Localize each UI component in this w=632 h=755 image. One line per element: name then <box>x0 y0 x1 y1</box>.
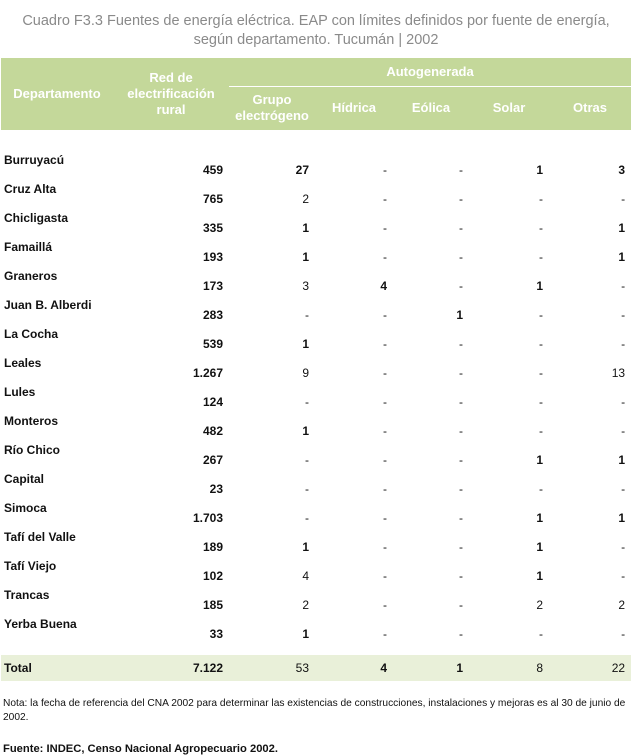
table-row <box>1 440 631 469</box>
cell-otras: - <box>621 627 626 641</box>
header-solar: Solar <box>469 86 549 130</box>
cell-solar: 1 <box>536 569 543 583</box>
header-otras: Otras <box>549 86 631 130</box>
cell-solar: - <box>539 308 543 322</box>
cell-red: 459 <box>202 163 223 177</box>
table-row <box>1 295 631 324</box>
cell-grupo: 27 <box>295 163 309 177</box>
cell-grupo: 2 <box>302 598 309 612</box>
cell-otras: - <box>621 569 626 583</box>
cell-eolica: - <box>459 598 463 612</box>
row-departamento: La Cocha <box>4 327 59 341</box>
cell-eolica: - <box>459 540 463 554</box>
row-departamento: Lules <box>4 385 36 399</box>
header-autogenerada: Autogenerada <box>229 58 631 86</box>
total-grupo: 53 <box>229 655 315 681</box>
cell-solar: - <box>539 395 543 409</box>
cell-hidrica: - <box>383 511 387 525</box>
cell-hidrica: - <box>383 424 387 438</box>
cell-solar: - <box>539 366 543 380</box>
cell-solar: - <box>539 192 543 206</box>
header-hidrica: Hídrica <box>315 86 393 130</box>
cell-red: 33 <box>209 627 223 641</box>
cell-grupo: 3 <box>302 279 309 293</box>
cell-hidrica: - <box>383 569 387 583</box>
cell-otras: - <box>621 424 626 438</box>
cell-otras: - <box>621 192 626 206</box>
table-row <box>1 150 631 179</box>
cell-solar: - <box>539 627 543 641</box>
cell-hidrica: - <box>383 540 387 554</box>
cell-red: 1.703 <box>192 511 223 525</box>
cell-red: 283 <box>202 308 223 322</box>
cell-hidrica: - <box>383 482 387 496</box>
cell-solar: 1 <box>536 279 543 293</box>
total-red: 7.122 <box>113 655 229 681</box>
total-solar: 8 <box>469 655 549 681</box>
total-row <box>1 655 631 681</box>
table-row <box>1 208 631 237</box>
cell-red: 482 <box>202 424 223 438</box>
row-departamento: Monteros <box>4 414 58 428</box>
row-departamento: Burruyacú <box>4 153 65 167</box>
cell-red: 102 <box>202 569 223 583</box>
table-row <box>1 324 631 353</box>
cell-red: 267 <box>202 453 223 467</box>
cell-hidrica: - <box>383 598 387 612</box>
row-departamento: Juan B. Alberdi <box>4 298 92 312</box>
table-row <box>1 585 631 614</box>
cell-otras: 3 <box>618 163 626 177</box>
cell-otras: 2 <box>618 598 626 612</box>
total-eolica: 1 <box>393 655 469 681</box>
cell-red: 765 <box>202 192 223 206</box>
cell-solar: 1 <box>536 540 543 554</box>
cell-hidrica: - <box>383 337 387 351</box>
cell-grupo: 1 <box>302 250 309 264</box>
cell-eolica: - <box>459 279 463 293</box>
table-row <box>1 353 631 382</box>
cell-red: 1.267 <box>192 366 223 380</box>
cell-otras: - <box>621 279 626 293</box>
table-row <box>1 527 631 556</box>
cell-hidrica: - <box>383 395 387 409</box>
table-row <box>1 411 631 440</box>
cell-otras: 1 <box>618 511 626 525</box>
header-eolica: Eólica <box>393 86 469 130</box>
table-row <box>1 266 631 295</box>
row-departamento: Yerba Buena <box>4 617 77 631</box>
cell-grupo: 1 <box>302 627 309 641</box>
header-grupo-electrogeno: Grupo electrógeno <box>229 86 315 130</box>
cell-red: 173 <box>202 279 223 293</box>
cell-grupo: - <box>305 308 309 322</box>
cell-grupo: 4 <box>302 569 309 583</box>
cell-eolica: 1 <box>456 308 463 322</box>
table-title: Cuadro F3.3 Fuentes de energía eléctrica. EAP con límites definidos por fuente de energía, según departamento. Tucumán | 2002 <box>22 13 610 48</box>
cell-hidrica: - <box>383 366 387 380</box>
table-row <box>1 237 631 266</box>
cell-eolica: - <box>459 250 463 264</box>
cell-eolica: - <box>459 482 463 496</box>
table-row <box>1 498 631 527</box>
cell-eolica: - <box>459 163 463 177</box>
cell-eolica: - <box>459 627 463 641</box>
row-departamento: Tafí del Valle <box>4 530 76 544</box>
row-departamento: Leales <box>4 356 42 370</box>
cell-solar: - <box>539 424 543 438</box>
row-departamento: Simoca <box>4 501 47 515</box>
cell-hidrica: - <box>383 192 387 206</box>
row-departamento: Trancas <box>4 588 50 602</box>
cell-eolica: - <box>459 424 463 438</box>
cell-hidrica: - <box>383 163 387 177</box>
cell-eolica: - <box>459 569 463 583</box>
table-row <box>1 179 631 208</box>
cell-red: 189 <box>202 540 223 554</box>
cell-solar: - <box>539 482 543 496</box>
cell-otras: 1 <box>618 250 626 264</box>
cell-solar: - <box>539 337 543 351</box>
cell-hidrica: - <box>383 221 387 235</box>
cell-grupo: 9 <box>302 366 309 380</box>
cell-solar: 1 <box>536 453 543 467</box>
cell-solar: 1 <box>536 511 543 525</box>
table-note: Nota: la fecha de referencia del CNA 2002 para determinar las existencias de construcciones, instalaciones y mejoras es al 30 de junio de 2002. <box>3 698 626 723</box>
cell-grupo: 1 <box>302 424 309 438</box>
cell-solar: 2 <box>536 598 543 612</box>
total-hidrica: 4 <box>315 655 393 681</box>
cell-otras: 1 <box>618 221 626 235</box>
row-departamento: Chicligasta <box>4 211 69 225</box>
cell-eolica: - <box>459 366 463 380</box>
table-source: Fuente: INDEC, Censo Nacional Agropecuario 2002. <box>3 743 278 755</box>
row-departamento: Cruz Alta <box>4 182 57 196</box>
table-row <box>1 382 631 411</box>
cell-grupo: - <box>305 482 309 496</box>
cell-grupo: 1 <box>302 540 309 554</box>
row-departamento: Río Chico <box>4 443 60 457</box>
cell-hidrica: 4 <box>380 279 387 293</box>
total-otras: 22 <box>549 655 631 681</box>
header-red-electrificacion: Red de electrificación rural <box>113 58 229 130</box>
cell-eolica: - <box>459 192 463 206</box>
cell-red: 193 <box>202 250 223 264</box>
total-label: Total <box>1 655 113 681</box>
cell-grupo: - <box>305 511 309 525</box>
cell-otras: - <box>621 540 626 554</box>
row-departamento: Famaillá <box>4 240 53 254</box>
cell-eolica: - <box>459 337 463 351</box>
cell-hidrica: - <box>383 453 387 467</box>
cell-otras: 1 <box>618 453 626 467</box>
cell-solar: 1 <box>536 163 543 177</box>
cell-otras: - <box>621 395 626 409</box>
cell-eolica: - <box>459 453 463 467</box>
cell-red: 23 <box>209 482 223 496</box>
cell-grupo: - <box>305 395 309 409</box>
cell-hidrica: - <box>383 250 387 264</box>
cell-grupo: 1 <box>302 221 309 235</box>
cell-otras: - <box>621 482 626 496</box>
header-departamento: Departamento <box>1 58 113 130</box>
cell-grupo: 2 <box>302 192 309 206</box>
cell-hidrica: - <box>383 308 387 322</box>
cell-red: 539 <box>202 337 223 351</box>
cell-otras: 13 <box>611 366 626 380</box>
cell-red: 124 <box>202 395 223 409</box>
cell-solar: - <box>539 221 543 235</box>
table-row <box>1 556 631 585</box>
energy-sources-table <box>1 58 631 681</box>
cell-eolica: - <box>459 221 463 235</box>
cell-red: 335 <box>202 221 223 235</box>
cell-otras: - <box>621 337 626 351</box>
cell-red: 185 <box>202 598 223 612</box>
row-departamento: Graneros <box>4 269 58 283</box>
cell-eolica: - <box>459 395 463 409</box>
cell-grupo: - <box>305 453 309 467</box>
cell-hidrica: - <box>383 627 387 641</box>
cell-eolica: - <box>459 511 463 525</box>
table-row <box>1 614 631 643</box>
cell-otras: - <box>621 308 626 322</box>
row-departamento: Tafí Viejo <box>4 559 57 573</box>
table-row <box>1 469 631 498</box>
cell-grupo: 1 <box>302 337 309 351</box>
cell-solar: - <box>539 250 543 264</box>
row-departamento: Capital <box>4 472 45 486</box>
